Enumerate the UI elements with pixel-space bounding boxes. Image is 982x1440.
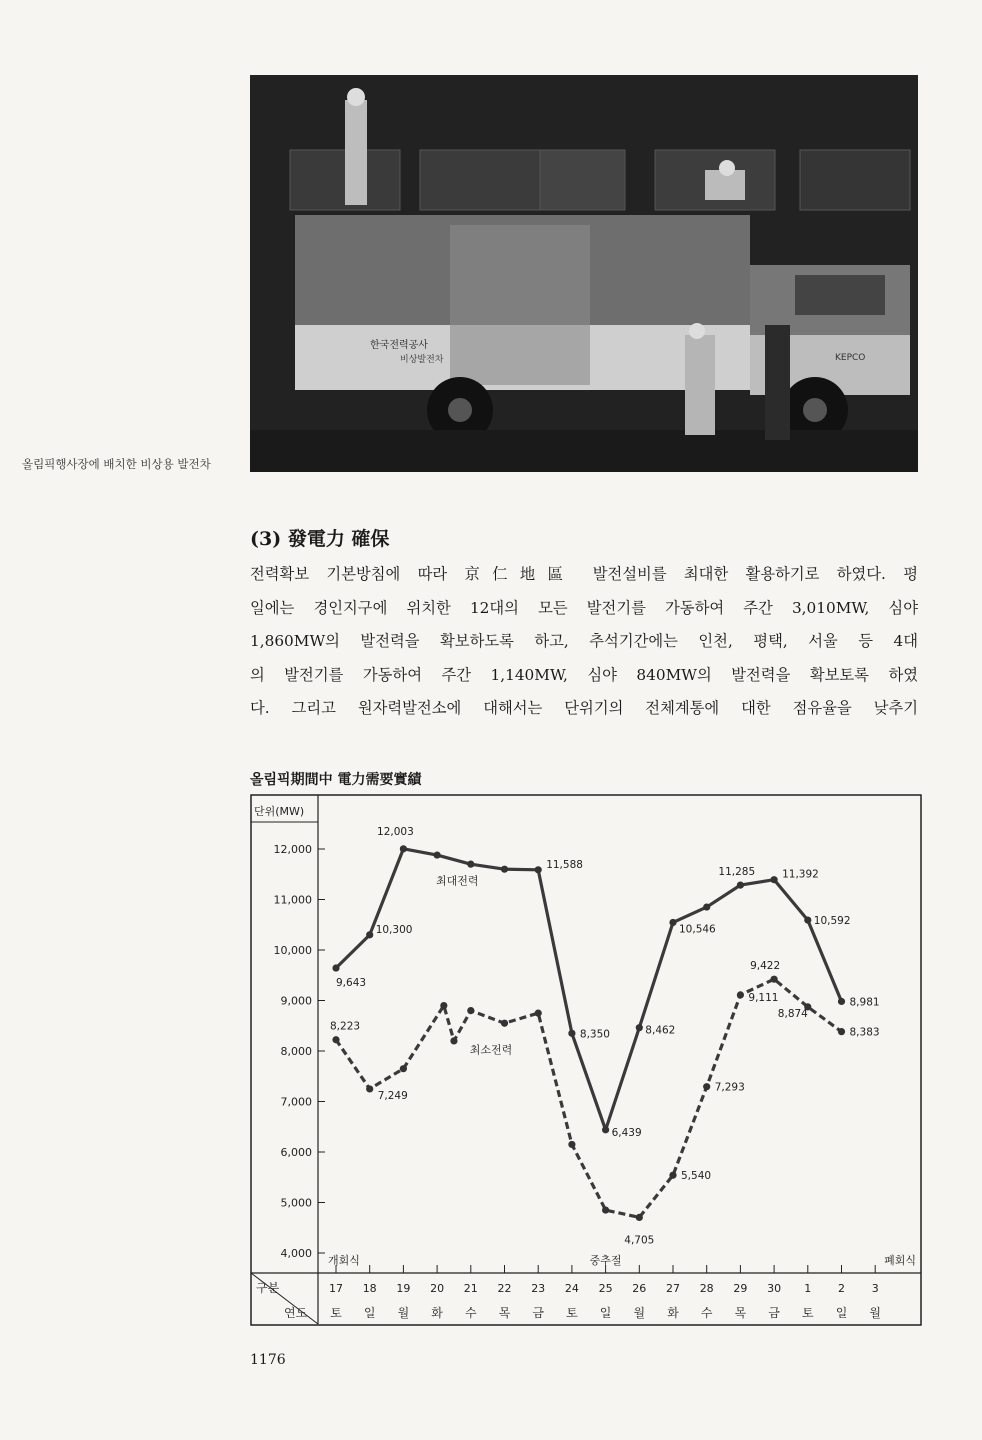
photo-illustration: [250, 75, 918, 472]
section-body: [250, 558, 918, 726]
max-point: [400, 845, 407, 852]
body-line: 1,860MW의 발전력을 확보하도록 하고, 추석기간에는 인천, 평택, 서울 등 4대: [250, 632, 918, 650]
data-label: 8,383: [849, 1026, 880, 1039]
max-point: [636, 1024, 643, 1031]
min-point: [440, 1002, 447, 1009]
truck-sub-text: 비상발전차: [400, 355, 444, 365]
row-header-bottom: 연도: [284, 1306, 308, 1320]
x-tick-label-day: 22: [497, 1282, 512, 1295]
x-tick-label-day: 23: [531, 1282, 546, 1295]
data-label: 6,439: [611, 1126, 642, 1139]
x-tick-label-weekday: 일: [835, 1306, 848, 1320]
data-label: 9,111: [748, 991, 779, 1004]
data-label: 5,540: [681, 1170, 712, 1183]
min-point: [636, 1214, 643, 1221]
min-point: [703, 1083, 710, 1090]
x-tick-label-day: 19: [396, 1282, 411, 1295]
max-point: [332, 964, 339, 971]
y-tick-label: 8,000: [280, 1045, 312, 1058]
event-label: 개회식: [328, 1254, 360, 1267]
min-point: [669, 1172, 676, 1179]
x-tick-label-day: 30: [767, 1282, 782, 1295]
y-tick-label: 6,000: [280, 1146, 312, 1159]
y-tick-label: 10,000: [273, 944, 312, 957]
x-tick-label-weekday: 월: [633, 1306, 646, 1320]
emergency-generator-truck-photo: [250, 75, 918, 472]
max-point: [804, 917, 811, 924]
body-line: 일에는 경인지구에 위치한 12대의 모든 발전기를 가동하여 주간 3,010MW, 심야: [250, 598, 918, 617]
body-line: 의 발전기를 가동하여 주간 1,140MW, 심야 840MW의 발전력을 확보토록 하였: [250, 665, 918, 684]
max-point: [602, 1126, 609, 1133]
x-tick-label-day: 3: [871, 1282, 879, 1295]
y-tick-label: 7,000: [280, 1095, 312, 1109]
x-tick-label-day: 28: [699, 1282, 714, 1295]
max-point: [467, 861, 474, 868]
y-tick-label: 5,000: [280, 1196, 312, 1210]
data-label: 11,285: [718, 866, 756, 879]
row-header-top: 구분: [256, 1281, 280, 1295]
chart-svg: [250, 794, 922, 1326]
max-point: [771, 876, 778, 883]
x-tick-label-day: 25: [598, 1282, 613, 1295]
x-tick-label-day: 21: [463, 1282, 478, 1295]
x-tick-label-weekday: 금: [532, 1306, 544, 1320]
min-point: [602, 1206, 609, 1213]
photo-caption: 올림픽행사장에 배치한 비상용 발전차: [22, 457, 211, 471]
max-point: [535, 866, 542, 873]
min-point: [568, 1141, 575, 1148]
y-tick-label: 12,000: [273, 843, 312, 856]
data-label: 10,592: [813, 915, 851, 928]
data-label: 10,546: [679, 923, 716, 936]
x-tick-label-day: 2: [838, 1282, 845, 1295]
x-tick-label-weekday: 토: [566, 1306, 578, 1320]
series-label-max: 최대전력: [436, 874, 479, 888]
x-tick-label-day: 20: [430, 1282, 445, 1295]
body-line: 다. 그리고 원자력발전소에 대해서는 단위기의 전체계통에 대한 점유율을 낮추기: [250, 699, 918, 717]
x-tick-label-weekday: 목: [498, 1306, 511, 1320]
data-label: 11,588: [546, 858, 583, 871]
max-point: [366, 931, 373, 938]
x-tick-label-weekday: 일: [599, 1306, 612, 1320]
event-label: 중추절: [589, 1254, 622, 1267]
page-number: 1176: [250, 1352, 286, 1368]
unit-label: 단위(MW): [254, 805, 305, 818]
data-label: 8,874: [777, 1007, 808, 1020]
max-point: [737, 882, 744, 889]
max-point: [838, 998, 845, 1005]
max-point: [568, 1030, 575, 1037]
truck-badge-text: KEPCO: [835, 353, 866, 363]
x-tick-label-day: 1: [804, 1282, 812, 1295]
section-title: (3) 發電力 確保: [250, 528, 390, 550]
min-point: [366, 1085, 373, 1092]
max-point: [669, 919, 676, 926]
x-tick-label-weekday: 토: [802, 1306, 814, 1320]
min-point: [400, 1065, 407, 1072]
min-point: [332, 1036, 339, 1043]
y-tick-label: 4,000: [280, 1247, 312, 1260]
data-label: 9,643: [336, 977, 367, 990]
x-tick-label-day: 29: [733, 1282, 748, 1295]
data-label: 8,462: [645, 1024, 676, 1037]
x-tick-label-weekday: 화: [667, 1306, 679, 1320]
x-tick-label-weekday: 일: [363, 1306, 376, 1320]
x-tick-label-weekday: 월: [869, 1306, 881, 1320]
series-max-line: [336, 849, 842, 1130]
data-label: 10,300: [375, 923, 413, 936]
max-point: [501, 866, 508, 873]
data-label: 12,003: [377, 825, 414, 838]
x-tick-label-weekday: 월: [397, 1306, 410, 1320]
x-tick-label-weekday: 토: [330, 1306, 342, 1320]
data-label: 4,705: [624, 1234, 655, 1247]
x-tick-label-weekday: 목: [734, 1306, 747, 1320]
event-label: 폐회식: [884, 1254, 916, 1267]
y-tick-label: 9,000: [280, 994, 312, 1008]
x-tick-label-day: 17: [329, 1282, 343, 1295]
chart-title: 올림픽期間中 電力需要實績: [250, 772, 422, 788]
data-label: 8,981: [849, 996, 880, 1009]
data-label: 8,223: [330, 1020, 361, 1033]
series-label-min: 최소전력: [469, 1043, 513, 1057]
truck-logo-text: 한국전력공사: [370, 340, 428, 351]
data-label: 11,392: [782, 868, 819, 881]
data-label: 9,422: [750, 960, 781, 973]
x-tick-label-day: 26: [632, 1282, 647, 1295]
body-line: 전력확보 기본방침에 따라 京仁地區 발전설비를 최대한 활용하기로 하였다. 평: [250, 565, 918, 583]
y-tick-label: 11,000: [273, 893, 312, 907]
x-tick-label-day: 18: [362, 1282, 377, 1295]
x-tick-label-day: 27: [666, 1282, 680, 1295]
max-point: [434, 851, 441, 858]
x-tick-label-weekday: 수: [700, 1306, 713, 1320]
min-point: [838, 1028, 845, 1035]
min-point: [737, 991, 744, 998]
data-label: 8,350: [579, 1028, 610, 1041]
max-point: [703, 903, 710, 910]
data-label: 7,293: [714, 1081, 745, 1094]
min-point: [467, 1007, 474, 1014]
min-point: [535, 1010, 542, 1017]
min-point: [501, 1020, 508, 1027]
x-tick-label-day: 24: [564, 1282, 579, 1295]
x-tick-label-weekday: 화: [431, 1306, 443, 1320]
x-tick-label-weekday: 수: [465, 1306, 477, 1320]
min-point: [450, 1037, 457, 1044]
data-label: 7,249: [377, 1089, 408, 1102]
min-point: [771, 976, 778, 983]
series-min-line: [336, 979, 842, 1217]
power-demand-chart: [250, 794, 922, 1326]
x-tick-label-weekday: 금: [768, 1306, 780, 1320]
